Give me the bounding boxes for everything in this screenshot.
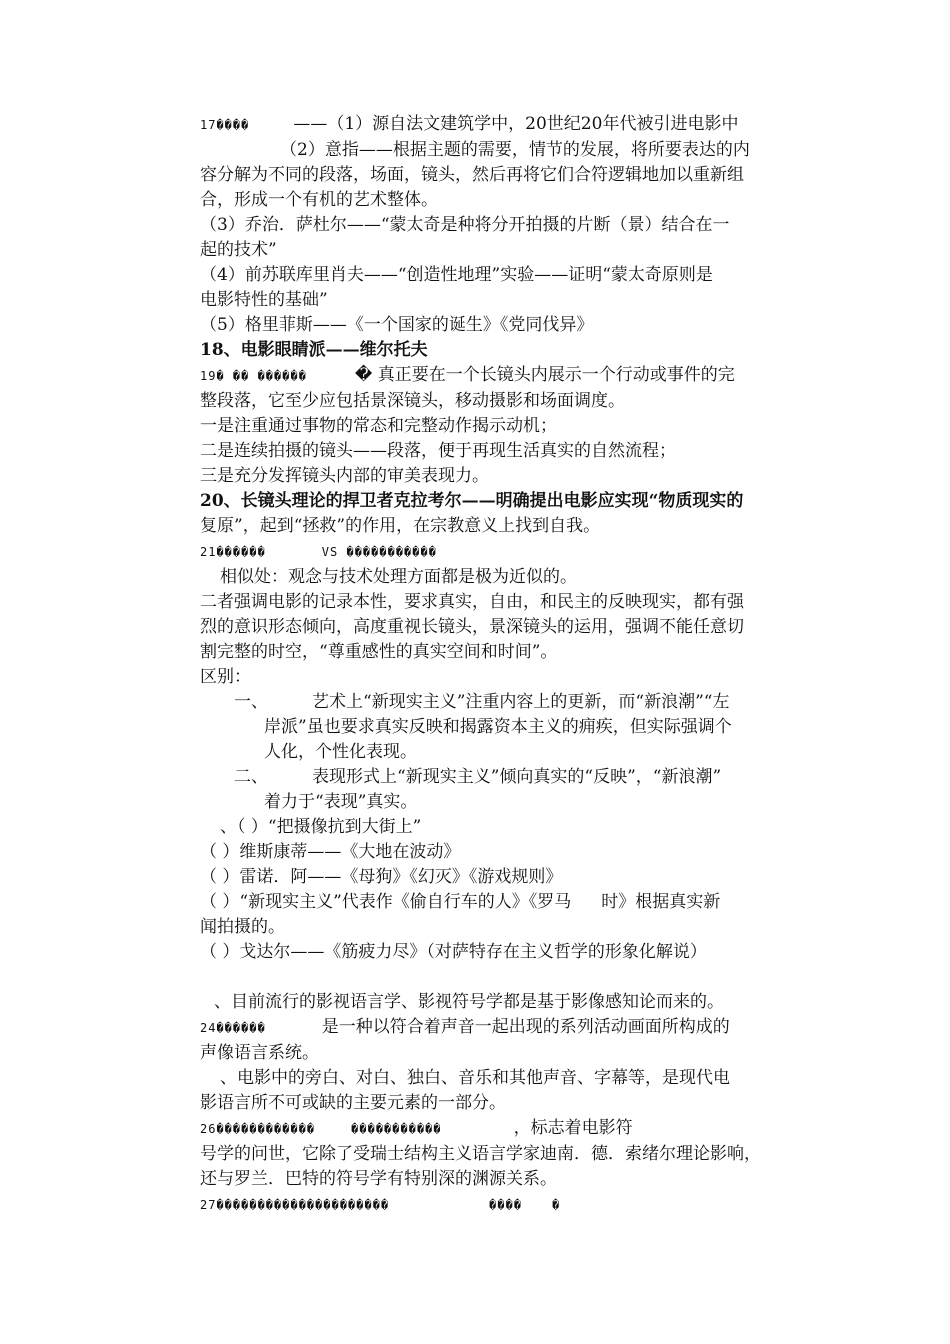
line-25 [200, 1066, 810, 1091]
line-17-5: （5）格里菲斯——《一个国家的诞生》《党同伐异》 [200, 315, 594, 335]
line-23 [200, 990, 810, 1015]
line-17-2 [200, 138, 810, 163]
line-19-e: 三是充分发挥镜头内部的审美表现力。 [200, 466, 489, 486]
line-26-b: 号学的问世，它除了受瑞士结构主义语言学家迪南．德．索绪尔理论影响， [200, 1144, 761, 1164]
garbled-term: ����������� [351, 1122, 442, 1136]
garbled-heading-26: 26������������ [200, 1122, 316, 1136]
line-22 [200, 815, 810, 840]
line-17 [200, 112, 810, 138]
line-22-a: （ ）维斯康蒂——《大地在波动》 [200, 842, 461, 862]
line-text: � [552, 1198, 561, 1212]
garbled-heading-17: 17���� [200, 118, 250, 132]
line-text: 、目前流行的影视语言学、影视符号学都是基于影像感知论而来的。 [214, 992, 724, 1012]
garbled-term: ���� [489, 1198, 523, 1212]
line-text: 、电影中的旁白、对白、独白、音乐和其他声音、字幕等，是现代电 [220, 1068, 730, 1088]
document-body [200, 112, 810, 1218]
line-21 [200, 539, 810, 565]
diff-2 [200, 765, 810, 790]
line-20: 20、长镜头理论的捍卫者克拉考尔——明确提出电影应实现“物质现实的 [200, 491, 744, 511]
line-19 [200, 363, 810, 389]
diff-1 [200, 690, 810, 715]
garbled-heading-19: 19� �� ������ [200, 369, 307, 383]
line-text: 人化，个性化表现。 [264, 742, 417, 762]
line-text: 、（ ）“把摄像抗到大街上” [220, 817, 422, 837]
line-25-b: 影语言所不可或缺的主要元素的一部分。 [200, 1093, 506, 1113]
line-text: 着力于“表现”真实。 [264, 792, 418, 812]
line-21-e: 区别： [200, 667, 251, 687]
line-21-c: 烈的意识形态倾向，高度重视长镜头，景深镜头的运用，强调不能任意切 [200, 617, 744, 637]
line-22-d: 闻拍摄的。 [200, 917, 285, 937]
line-19-b: 整段落，它至少应包括景深镜头，移动摄影和场面调度。 [200, 391, 625, 411]
line-22-b: （ ）雷诺．阿——《母狗》《幻灭》《游戏规则》 [200, 867, 563, 887]
line-17-2b: 容分解为不同的段落，场面，镜头，然后再将它们合符逻辑地加以重新组 [200, 165, 744, 185]
line-text: 岸派”虽也要求真实反映和揭露资本主义的痈疾，但实际强调个 [264, 717, 732, 737]
garbled-heading-21: 21������ [200, 545, 266, 559]
line-text: （ ）“新现实主义”代表作《偷自行车的人》《罗马 [200, 892, 572, 912]
list-marker: 一、 [234, 692, 268, 712]
line-19-c: 一是注重通过事物的常态和完整动作揭示动机； [200, 416, 557, 436]
line-17-4: （4）前苏联库里肖夫——“创造性地理”实验——证明“蒙太奇原则是 [200, 265, 713, 285]
line-text: 相似处：观念与技术处理方面都是极为近似的。 [220, 567, 577, 587]
line-text: （2）意指——根据主题的需要，情节的发展，将所要表达的内 [280, 140, 750, 160]
diff-1-c [200, 740, 810, 765]
line-text: 艺术上“新现实主义”注重内容上的更新，而“新浪潮”“左 [312, 692, 730, 712]
line-26-c: 还与罗兰．巴特的符号学有特别深的渊源关系。 [200, 1169, 557, 1189]
line-22-c [200, 890, 810, 915]
line-27 [200, 1192, 810, 1218]
line-17-3: （3）乔治．萨杜尔——“蒙太奇是种将分开拍摄的片断（景）结合在一 [200, 215, 730, 235]
line-22-e: （ ）戈达尔——《筋疲力尽》（对萨特存在主义哲学的形象化解说） [200, 942, 707, 962]
line-text-tail: 时》根据真实新 [601, 892, 721, 912]
line-17-3b: 起的技术” [200, 240, 277, 260]
line-21-d: 割完整的时空，“尊重感性的真实空间和时间”。 [200, 642, 558, 662]
line-text: 是一种以符合着声音一起出现的系列活动画面所构成的 [321, 1017, 730, 1037]
list-marker: 二、 [234, 767, 268, 787]
line-text: ，标志着电影符 [513, 1118, 633, 1138]
line-21-b: 二者强调电影的记录本性，要求真实，自由，和民主的反映现实，都有强 [200, 592, 744, 612]
diff-2-b [200, 790, 810, 815]
line-26 [200, 1116, 810, 1142]
line-24 [200, 1015, 810, 1041]
line-19-d: 二是连续拍摄的镜头——段落，便于再现生活真实的自然流程； [200, 441, 676, 461]
line-17-2c: 合，形成一个有机的艺术整体。 [200, 190, 438, 210]
garbled-heading-24: 24������ [200, 1021, 266, 1035]
line-text: VS ����������� [321, 545, 437, 559]
line-24-b: 声像语言系统。 [200, 1043, 319, 1063]
line-18: 18、电影眼睛派——维尔托夫 [200, 340, 428, 360]
line-text: � 真正要在一个长镜头内展示一个行动或事件的完 [354, 365, 735, 385]
diff-1-b [200, 715, 810, 740]
line-text: 表现形式上“新现实主义”倾向真实的“反映”，“新浪潮” [312, 767, 722, 787]
line-21-a [200, 565, 810, 590]
line-17-4b: 电影特性的基础” [200, 290, 328, 310]
line-text: ——（1）源自法文建筑学中，20世纪20年代被引进电影中 [293, 114, 739, 134]
line-20-b: 复原”，起到“拯救”的作用，在宗教意义上找到自我。 [200, 516, 601, 536]
garbled-heading-27: 27��������������������� [200, 1198, 390, 1212]
